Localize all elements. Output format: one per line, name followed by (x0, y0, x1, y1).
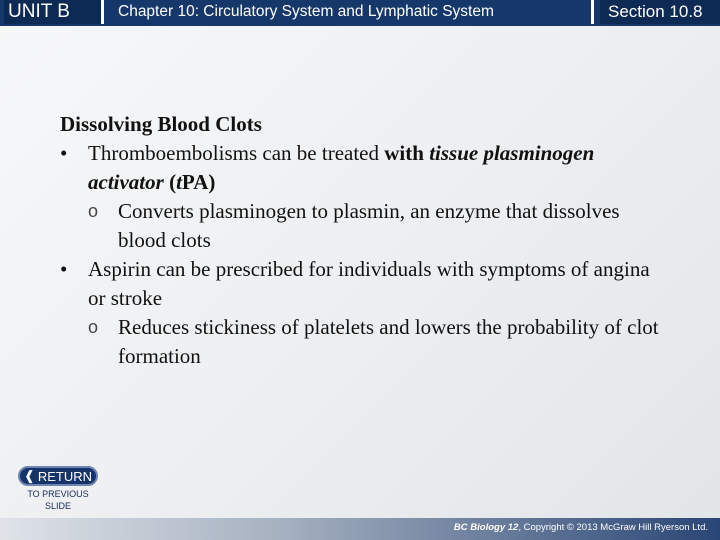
bullet-paren-open: ( (163, 170, 177, 194)
bullet-item (60, 139, 670, 197)
bullet-abbr: PA (181, 170, 209, 194)
footer-copyright-text: , Copyright © 2013 McGraw Hill Ryerson Ltd. (518, 522, 708, 533)
bullet-text: Thromboembolisms can be treated (88, 141, 385, 165)
bullet-paren-close: ) (208, 170, 216, 194)
return-label: RETURN (37, 468, 93, 484)
bullet-text-bold: with (384, 141, 430, 165)
sub-bullet-mark: o (88, 317, 99, 337)
sub-bullet-item (60, 197, 670, 255)
slide-title: Dissolving Blood Clots (60, 112, 262, 136)
chapter-title: Chapter 10: Circulatory System and Lymphatic System (110, 0, 594, 24)
sub-bullet-mark: o (88, 201, 99, 221)
bullet-item (60, 255, 670, 313)
bullet-text: Aspirin can be prescribed for individuals with symptoms of angina or stroke (88, 257, 650, 310)
slide-content (60, 110, 670, 371)
bullet-mark: • (60, 257, 68, 281)
footer-copyright (454, 522, 708, 533)
sub-bullet-item (60, 313, 670, 371)
bullet-term: tissue plasminogen activator (88, 141, 595, 194)
sub-bullet-text: Reduces stickiness of platelets and lowers the probability of clot formation (118, 315, 659, 368)
unit-label: UNIT B (4, 0, 104, 24)
left-arrow-icon: ❰ (23, 468, 35, 483)
bullet-mark: • (60, 141, 68, 165)
return-button[interactable] (18, 466, 98, 486)
bullet-abbr-prefix: t (176, 170, 182, 194)
sub-bullet-text: Converts plasminogen to plasmin, an enzyme that dissolves blood clots (118, 199, 620, 252)
section-label: Section 10.8 (600, 0, 720, 24)
footer-bar (0, 518, 720, 540)
footer-book: BC Biology 12 (453, 522, 519, 533)
return-caption: TO PREVIOUS SLIDE (27, 489, 89, 511)
